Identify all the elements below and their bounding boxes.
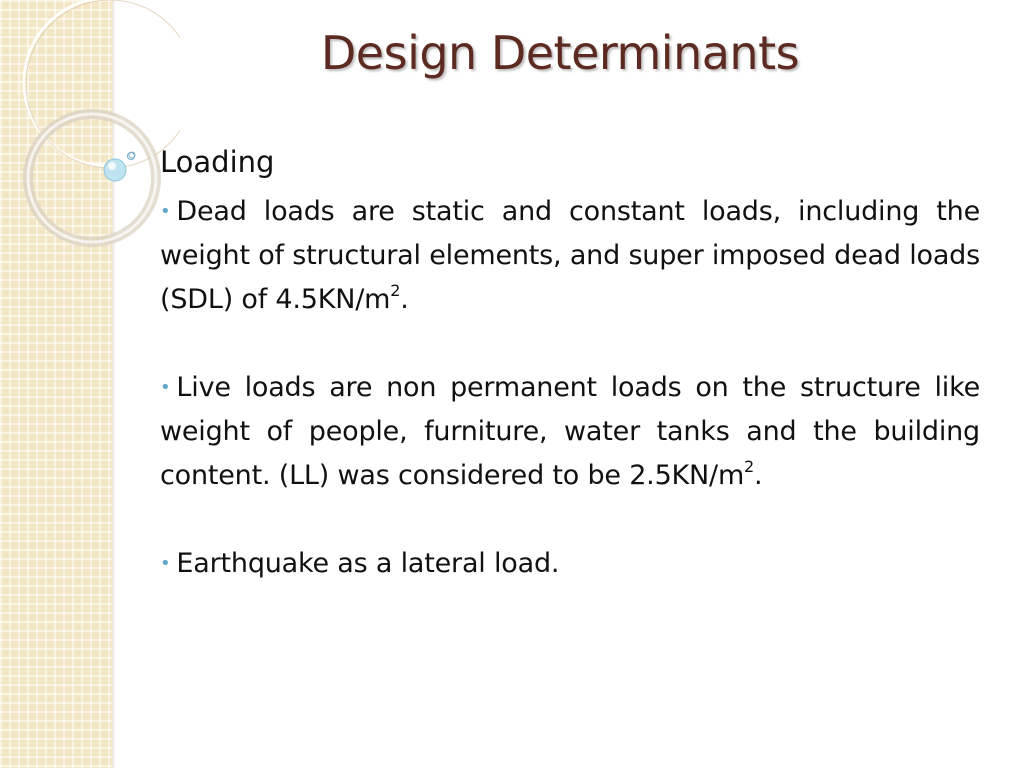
slide-title: Design Determinants [320, 26, 800, 80]
bullet-dot-icon: • [160, 553, 171, 574]
medium-ring-highlight [28, 114, 156, 242]
bullet-item-live-loads [160, 366, 980, 498]
blue-bubble [104, 159, 126, 181]
bullet-item-earthquake [160, 542, 980, 586]
large-ring [24, 0, 180, 166]
bullet-suffix: . [754, 460, 763, 491]
slide-content [160, 140, 980, 630]
blue-bubble-shine [108, 162, 116, 170]
bullet-item-dead-loads [160, 190, 980, 322]
section-heading [160, 140, 980, 184]
circle-bullet-icon [127, 152, 135, 160]
bullet-dot-icon: • [160, 377, 171, 398]
bullet-text: Dead loads are static and constant loads, including the weight of structural elements, and super imposed dead loads (SDL) of 4.5KN/m [160, 196, 980, 315]
bullet-superscript: 2 [744, 457, 755, 476]
decorative-rings [0, 0, 180, 260]
bullet-dot-icon: • [160, 201, 171, 222]
bullet-suffix: . [400, 284, 409, 315]
bullet-text: Earthquake as a lateral load. [176, 548, 560, 579]
bullet-text: Live loads are non permanent loads on the structure like weight of people, furniture, water tanks and the building content. (LL) was considered to be 2.5KN/m [160, 372, 980, 491]
section-heading-text: Loading [160, 145, 275, 179]
bullet-superscript: 2 [390, 281, 401, 300]
